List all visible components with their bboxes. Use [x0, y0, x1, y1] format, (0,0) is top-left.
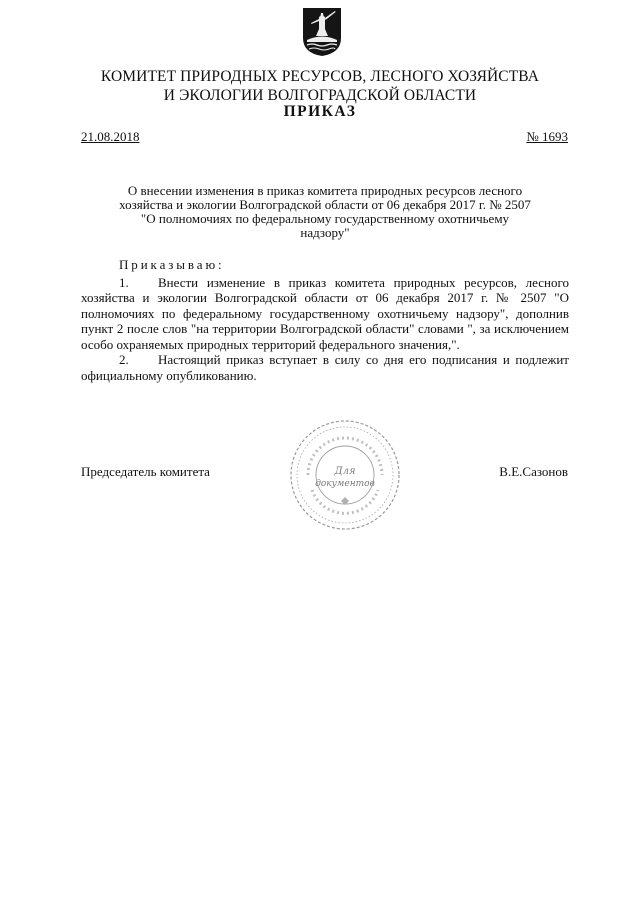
- stamp-text: Для: [334, 466, 356, 477]
- order-item-text: Внести изменение в приказ комитета природных ресурсов, лесного хозяйства и экологии Волгоградской области от 06 декабря 2017 г. № 2507 "О полномочиях по федеральному государственному охотничьему надзору", дополнив пункт 2 после слов "на территории Волгоградской области" словами ", за исключением особо охраняемых природных территорий федерального значения,".: [81, 274, 569, 352]
- organization-title-line2: И ЭКОЛОГИИ ВОЛГОГРАДСКОЙ ОБЛАСТИ: [163, 87, 477, 104]
- order-subject: [80, 184, 570, 240]
- order-item: [81, 352, 569, 383]
- organization-title: [60, 67, 580, 105]
- signer-position: Председатель комитета: [81, 464, 210, 479]
- order-item: [81, 275, 569, 353]
- signer-name: В.Е.Сазонов: [499, 464, 568, 479]
- subject-line: хозяйства и экологии Волгоградской области от 06 декабря 2017 г. № 2507: [119, 197, 531, 212]
- organization-title-line1: КОМИТЕТ ПРИРОДНЫХ РЕСУРСОВ, ЛЕСНОГО ХОЗЯЙСТВА: [100, 68, 540, 85]
- official-stamp: [288, 418, 402, 532]
- order-item-number: 2.: [119, 352, 129, 367]
- order-body: [81, 257, 569, 383]
- subject-line: О внесении изменения в приказ комитета природных ресурсов лесного: [127, 183, 523, 198]
- subject-line: "О полномочиях по федеральному государственному охотничьему: [140, 211, 510, 226]
- order-date: 21.08.2018: [81, 129, 140, 144]
- order-item-text: Настоящий приказ вступает в силу со дня его подписания и подлежит официальному опубликованию.: [81, 352, 569, 383]
- order-number: № 1693: [526, 129, 568, 144]
- order-item-number: 1.: [119, 274, 129, 290]
- subject-line: надзору": [300, 225, 350, 240]
- coat-of-arms-icon: [302, 7, 342, 57]
- order-heading: Приказываю:: [119, 257, 225, 272]
- document-type-title: ПРИКАЗ: [283, 103, 357, 120]
- stamp-text: документов: [315, 479, 375, 489]
